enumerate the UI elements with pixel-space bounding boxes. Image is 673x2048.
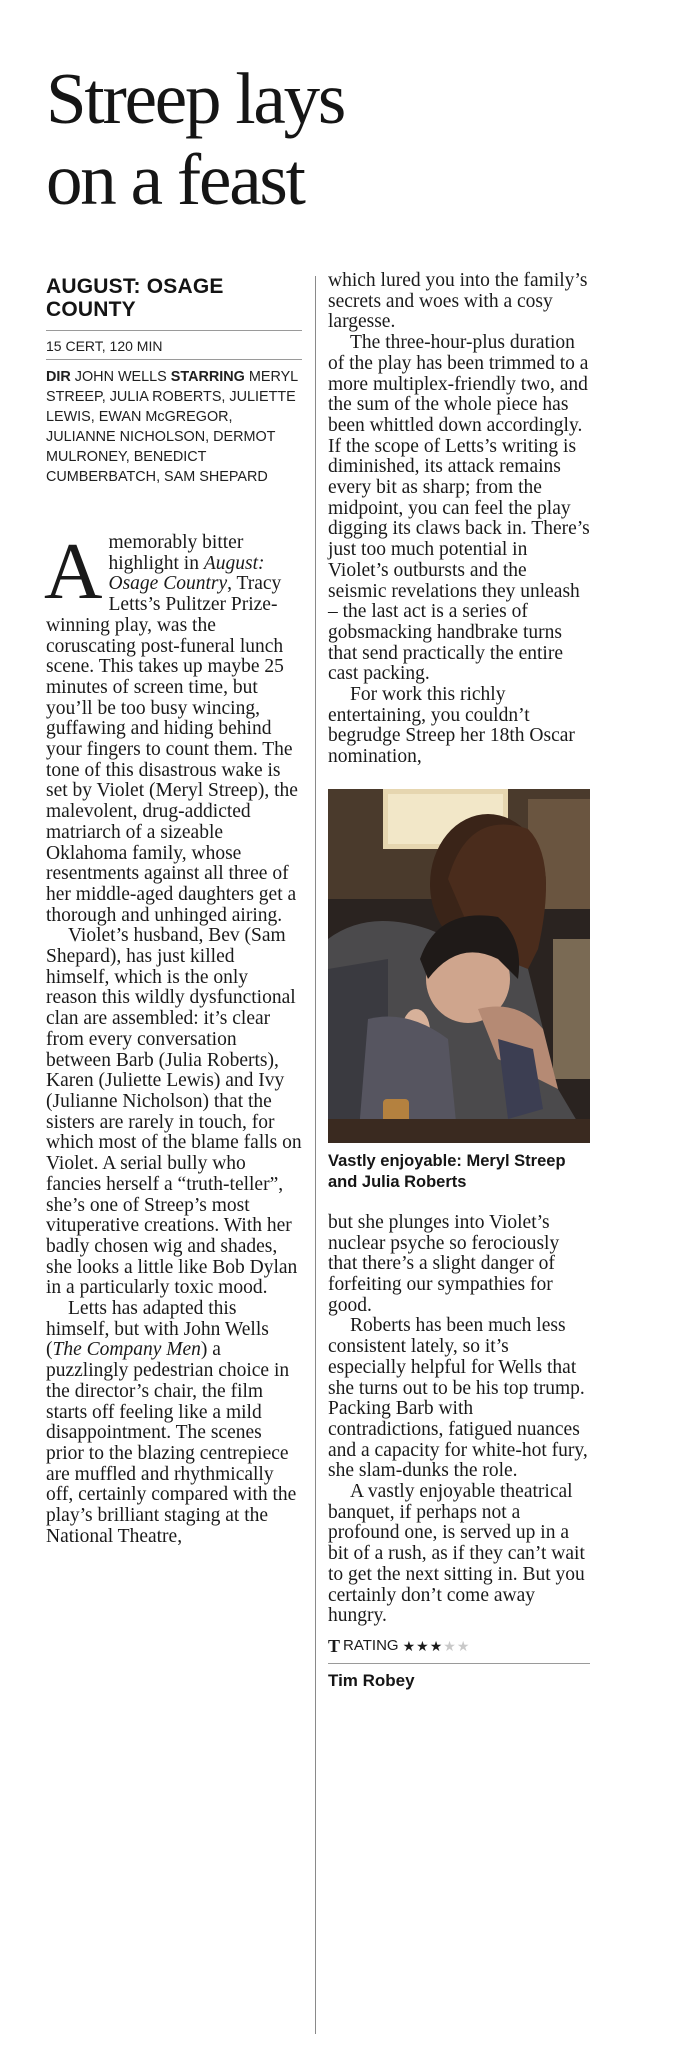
paragraph-1-text-b: , Tracy Letts’s Pulitzer Prize-winning play, was the coruscating post-funeral lunch scene. This takes up maybe 25 minutes of screen time, but you’ll be too busy wincing, guffawing and hiding behind your fingers to count them. The tone of this disastrous wake is set by Violet (Meryl Streep), the malevolent, drug-addicted matriarch of a sizeable Oklahoma family, whose resentments against all three of her middle-aged daughters get a thorough and unhinged airing. bbox=[46, 573, 298, 926]
photo-caption: Vastly enjoyable: Meryl Streep and Julia Roberts bbox=[328, 1151, 566, 1191]
paragraph-7-text: A vastly enjoyable theatrical banquet, if perhaps not a profound one, is served up in a bit of a rush, as if they can’t wait to get the next sitting in. But you certainly don’t come away hungry. bbox=[328, 1481, 585, 1627]
headline bbox=[46, 58, 606, 220]
rating-rule bbox=[328, 1663, 590, 1664]
paragraph-3-continued: which lured you into the family’s secrets and woes with a cosy largesse. bbox=[328, 270, 588, 333]
author-byline: Tim Robey bbox=[328, 1670, 415, 1690]
paragraph-1 bbox=[44, 526, 302, 926]
paragraph-4-text: The three-hour-plus duration of the play has been trimmed to a more multiplex-friendly two, and the sum of the whole piece has been whittled down accordingly. If the scope of Letts’s writing is diminished, its attack remains every bit as sharp; from the midpoint, you can feel the play digging its claws back in. There’s just too much potential in Violet’s outbursts and the seismic revelations they unleash – the last act is a series of gobsmacking handbrake turns that send practically the entire cast packing. bbox=[328, 332, 590, 685]
paragraph-2 bbox=[46, 926, 302, 1299]
company-men-italic: The Company Men bbox=[52, 1339, 201, 1361]
column-divider bbox=[315, 276, 316, 2034]
starring-label: STARRING bbox=[170, 369, 245, 385]
star-filled-icon: ★ bbox=[416, 1637, 430, 1654]
paragraph-4 bbox=[328, 333, 590, 685]
star-filled-icon: ★ bbox=[429, 1637, 444, 1654]
paragraph-6-text: Roberts has been much less consistent lately, so it’s especially helpful for Wells that she turns out to be his top trump. Packing Barb with contradictions, fatigued nuances and a capacity for white-hot fury, she slam-dunks the role. bbox=[328, 1315, 588, 1482]
rating-label: RATING bbox=[343, 1637, 399, 1655]
film-title-italic: August: Osage Country bbox=[108, 552, 265, 595]
star-empty-icon: ★ bbox=[456, 1637, 471, 1654]
paragraph-3 bbox=[46, 1299, 302, 1547]
times-logo-icon: T bbox=[328, 1636, 341, 1657]
paragraph-1-text-a: memorably bitter highlight in bbox=[108, 532, 244, 574]
rating bbox=[328, 1636, 590, 1657]
left-column bbox=[46, 275, 302, 1547]
paragraph-3-text-a: Letts has adapted this himself, but with John Wells ( bbox=[46, 1298, 269, 1361]
director-label: DIR bbox=[46, 369, 71, 385]
star-filled-icon: ★ bbox=[402, 1637, 417, 1654]
star-rating bbox=[403, 1636, 471, 1657]
paragraph-5-continued: but she plunges into Violet’s nuclear psyche so ferociously that there’s a slight danger of forfeiting our sympathies for good. bbox=[328, 1211, 560, 1316]
headline-line-2: on a feast bbox=[46, 139, 304, 220]
paragraph-5 bbox=[328, 685, 590, 768]
paragraph-2-text: Violet’s husband, Bev (Sam Shepard), has just killed himself, which is the only reason this wildly dysfunctional clan are assembled: it’s clear from every conversation between Barb (Julia Roberts), Karen (Juliette Lewis) and Ivy (Julianne Nicholson) that the sisters are rarely in touch, for which most of the blame falls on Violet. A serial bully who fancies herself a “truth-teller”, she’s one of Streep’s most vituperative creations. With her badly chosen wig and shades, she looks a little like Bob Dylan in a particularly toxic mood. bbox=[46, 925, 302, 1299]
credits bbox=[46, 360, 302, 487]
headline-line-1: Streep lays bbox=[46, 58, 345, 139]
director-name: JOHN WELLS bbox=[74, 369, 167, 385]
cast-list: MERYL STREEP, JULIA ROBERTS, JULIETTE LEWIS, EWAN McGREGOR, JULIANNE NICHOLSON, DERMOT MULRONEY, BENEDICT CUMBERBATCH, SAM SHEPARD bbox=[46, 369, 298, 485]
film-title: AUGUST: OSAGE COUNTY bbox=[46, 275, 224, 321]
right-column bbox=[328, 270, 590, 1692]
paragraph-3-text-b: ) a puzzlingly pedestrian choice in the director’s chair, the film starts off feeling like a mild disappointment. The scenes prior to the blazing centrepiece are muffled and rhythmically off, certainly compared with the play’s brilliant staging at the National Theatre, bbox=[46, 1339, 297, 1547]
film-still-illustration bbox=[328, 789, 590, 1143]
film-still-photo bbox=[328, 789, 590, 1143]
star-empty-icon: ★ bbox=[443, 1637, 457, 1654]
drop-cap: A bbox=[44, 526, 103, 616]
paragraph-5-text: For work this richly entertaining, you couldn’t begrudge Streep her 18th Oscar nomination, bbox=[328, 684, 575, 768]
certificate-runtime: 15 CERT, 120 MIN bbox=[46, 338, 163, 354]
paragraph-7 bbox=[328, 1482, 590, 1627]
paragraph-6 bbox=[328, 1316, 590, 1482]
